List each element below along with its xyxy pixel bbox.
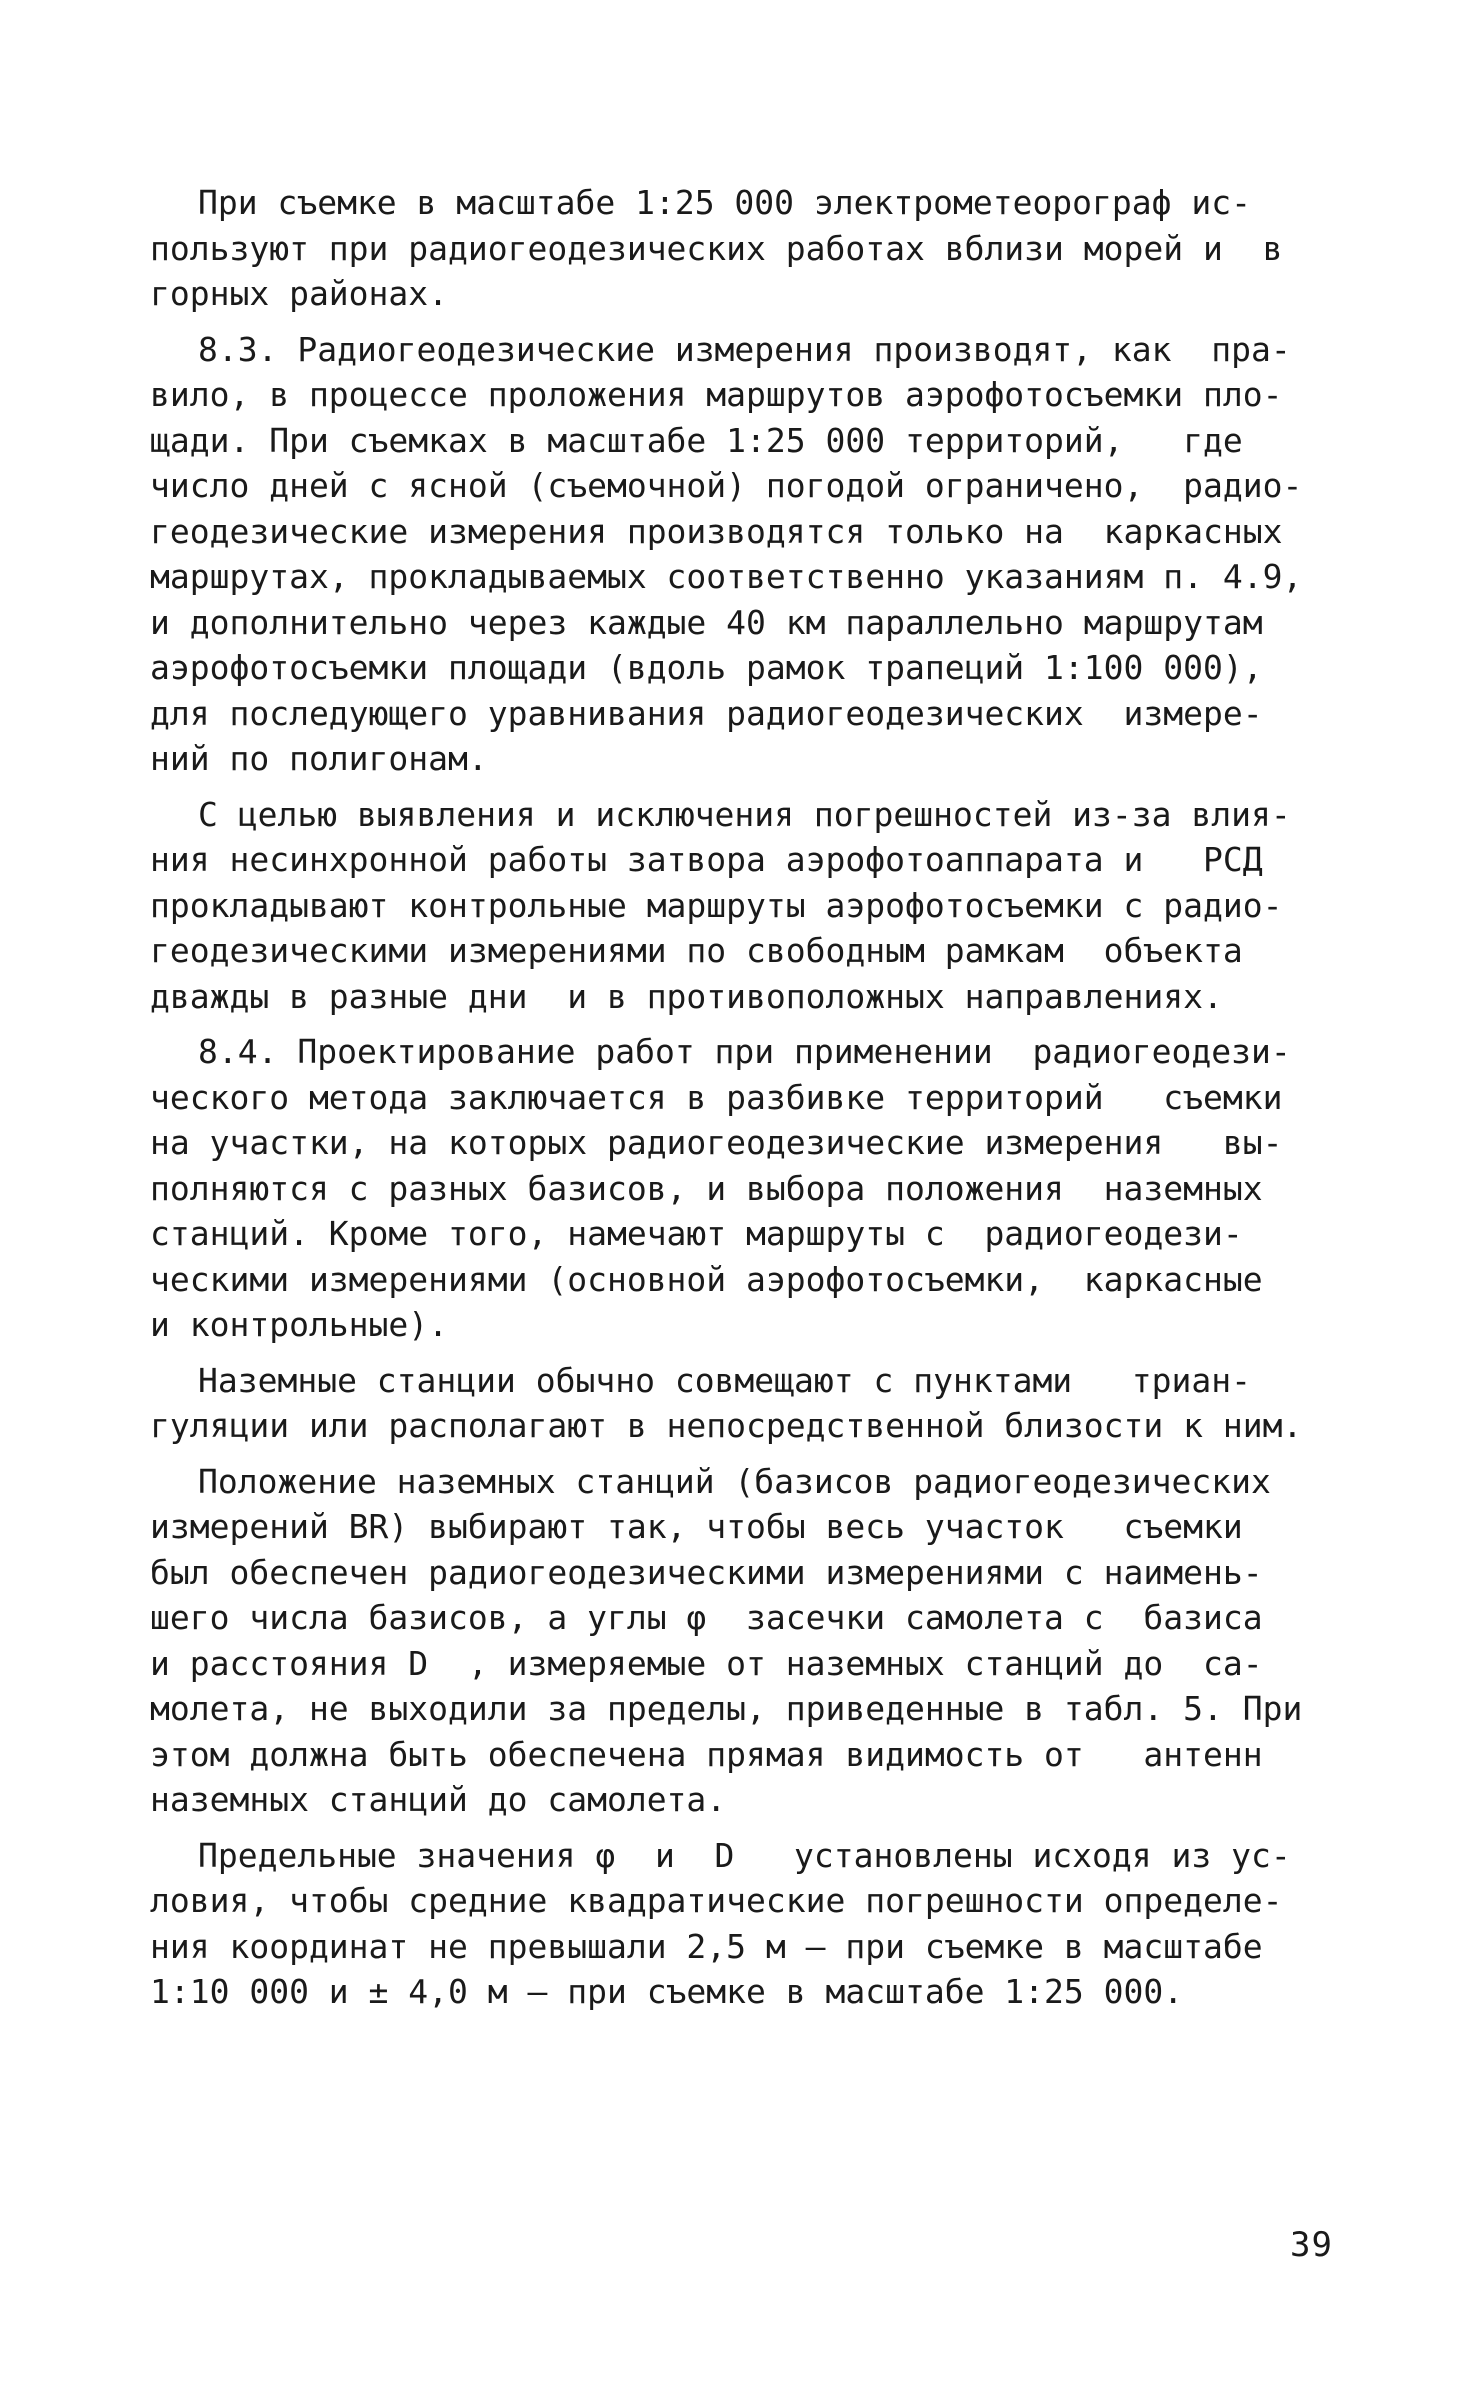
page-number: 39 — [1290, 2225, 1333, 2265]
text-line: При съемке в масштабе 1:25 000 электрометеорограф ис- — [198, 183, 1251, 222]
text-line: и расстояния D , измеряемые от наземных станций до са- — [150, 1643, 1263, 1683]
text-line: для последующего уравнивания радиогеодезических измере- — [150, 693, 1263, 733]
text-line: на участки, на которых радиогеодезические измерения вы- — [150, 1123, 1283, 1162]
text-line: прокладывают контрольные маршруты аэрофотосъемки с радио- — [150, 885, 1283, 925]
text-line: ний по полигонам. — [150, 739, 488, 778]
text-line: шего числа базисов, а углы φ засечки самолета с базиса — [150, 1598, 1263, 1637]
text-line: Положение наземных станций (базисов радиогеодезических — [198, 1461, 1271, 1501]
text-line: маршрутах, прокладываемых соответственно указаниям п. 4.9, — [150, 557, 1303, 596]
text-line: дважды в разные дни и в противоположных направлениях. — [150, 976, 1223, 1016]
text-line: число дней с ясной (съемочной) погодой ограничено, радио- — [150, 466, 1303, 505]
paragraph — [150, 1833, 1350, 2015]
text-line: и контрольные). — [150, 1305, 449, 1344]
text-line: С целью выявления и исключения погрешностей из-за влия- — [198, 794, 1291, 834]
text-line: ния несинхронной работы затвора аэрофотоаппарата и РСД — [150, 840, 1263, 879]
text-line: 1:10 000 и ± 4,0 м – при съемке в масштабе 1:25 000. — [150, 1972, 1184, 2011]
paragraph — [150, 792, 1350, 1020]
text-line: Предельные значения φ и D установлены исходя из ус- — [198, 1835, 1291, 1875]
text-line: гуляции или располагают в непосредственной близости к ним. — [150, 1406, 1303, 1445]
text-line: аэрофотосъемки площади (вдоль рамок трапеций 1:100 000), — [150, 648, 1263, 687]
text-line: ловия, чтобы средние квадратические погрешности определе- — [150, 1881, 1283, 1920]
text-line: ния координат не превышали 2,5 м – при съемке в масштабе — [150, 1926, 1263, 1966]
text-line: Наземные станции обычно совмещают с пунктами триан- — [198, 1360, 1251, 1400]
text-line: измерений BR) выбирают так, чтобы весь участок съемки — [150, 1507, 1243, 1546]
text-line: вило, в процессе проложения маршрутов аэрофотосъемки пло- — [150, 375, 1283, 414]
text-line: 8.4. Проектирование работ при применении радиогеодези- — [198, 1032, 1291, 1071]
text-line: наземных станций до самолета. — [150, 1780, 727, 1819]
text-line: был обеспечен радиогеодезическими измерениями с наимень- — [150, 1552, 1263, 1592]
text-line: горных районах. — [150, 274, 449, 313]
paragraph — [150, 327, 1350, 782]
text-line: и дополнительно через каждые 40 км параллельно маршрутам — [150, 602, 1263, 642]
text-line: геодезические измерения производятся только на каркасных — [150, 511, 1283, 551]
paragraph — [150, 180, 1350, 317]
page-body — [150, 180, 1350, 2015]
paragraph — [150, 1358, 1350, 1449]
text-line: полняются с разных базисов, и выбора положения наземных — [150, 1168, 1263, 1208]
text-line: молета, не выходили за пределы, приведенные в табл. 5. При — [150, 1689, 1303, 1728]
text-line: станций. Кроме того, намечают маршруты с радиогеодези- — [150, 1214, 1243, 1253]
text-line: 8.3. Радиогеодезические измерения производят, как пра- — [198, 329, 1291, 369]
text-line: ческими измерениями (основной аэрофотосъемки, каркасные — [150, 1259, 1263, 1299]
text-line: пользуют при радиогеодезических работах вблизи морей и в — [150, 228, 1283, 268]
text-line: ческого метода заключается в разбивке территорий съемки — [150, 1077, 1283, 1117]
text-line: этом должна быть обеспечена прямая видимость от антенн — [150, 1734, 1263, 1774]
paragraph — [150, 1029, 1350, 1348]
text-line: геодезическими измерениями по свободным рамкам объекта — [150, 931, 1243, 970]
text-line: щади. При съемках в масштабе 1:25 000 территорий, где — [150, 420, 1243, 460]
paragraph — [150, 1459, 1350, 1823]
